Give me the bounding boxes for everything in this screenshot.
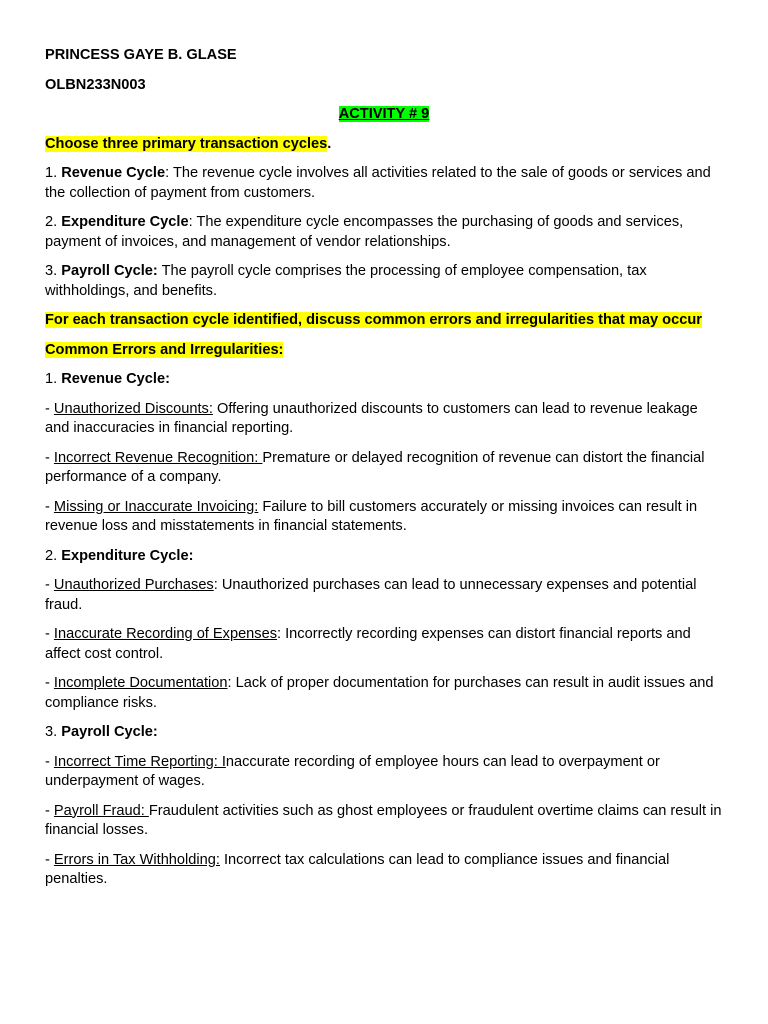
error-dash: - [45,400,54,417]
activity-title [45,105,723,125]
error-item [45,674,723,713]
prompt-choose-cycles [45,135,723,155]
error-dash: - [45,449,54,466]
error-term: Payroll Fraud: [53,802,149,819]
cycle-item [45,262,723,301]
section-title: Payroll Cycle: [61,724,158,740]
error-text: : Incorrectly recording expenses can distort financial reports and affect cost control. [45,626,691,662]
error-text: Fraudulent activities such as ghost employees or fraudulent overtime claims can result in financial losses. [45,802,722,838]
error-text: Incorrect tax calculations can lead to compliance issues and financial penalties. [45,851,670,887]
cycle-separator: : [188,214,197,230]
section-heading [45,370,723,390]
error-text: Offering unauthorized discounts to customers can lead to revenue leakage and inaccuracies in financial reporting. [45,400,698,436]
error-item [45,625,723,664]
error-item [45,498,723,537]
error-dash: - [45,753,54,770]
cycle-name: Revenue Cycle [61,165,166,181]
cycle-name: Payroll Cycle: [61,263,158,279]
cycle-description: The expenditure cycle encompasses the purchasing of goods and services, payment of invoices, and management of vendor relationships. [45,214,684,250]
cycle-separator: : [165,165,173,181]
error-term: Incomplete Documentation [53,675,228,691]
cycle-description: The payroll cycle comprises the processing of employee compensation, tax withholdings, and benefits. [45,263,647,299]
error-term: Incorrect Time Reporting: I [53,753,226,770]
error-term: Inaccurate Recording of Expenses [53,626,278,642]
section-title: Revenue Cycle: [61,371,170,387]
section-heading [45,547,723,567]
errors-heading-text: Common Errors and Irregularities: [45,341,284,358]
error-item [45,851,723,890]
cycle-item [45,213,723,252]
error-dash: - [45,498,54,515]
error-item [45,400,723,439]
prompt-errors [45,311,723,331]
section-title: Expenditure Cycle: [61,547,194,564]
error-item [45,449,723,488]
error-dash: - [45,802,54,819]
error-item [45,753,723,792]
error-dash: - [45,851,54,868]
error-text: : Lack of proper documentation for purchases can result in audit issues and compliance risks. [45,675,714,711]
error-dash: - [45,577,54,593]
errors-heading [45,341,723,361]
course-code: OLBN233N003 [45,76,146,93]
error-item [45,802,723,841]
cycle-number: 1. [45,165,62,181]
cycle-item [45,164,723,203]
cycle-description: The revenue cycle involves all activities related to the sale of goods or services and the collection of payment from customers. [45,165,711,201]
error-term: Unauthorized Purchases [53,577,214,593]
prompt-choose-cycles-text: Choose three primary transaction cycles [45,135,328,152]
section-heading [45,723,723,743]
error-text: Failure to bill customers accurately or missing invoices can result in revenue loss and misstatements in financial statements. [45,498,698,534]
prompt-choose-cycles-period: . [327,135,332,152]
error-text: Premature or delayed recognition of revenue can distort the financial performance of a company. [45,449,705,485]
error-term: Missing or Inaccurate Invoicing: [53,498,259,515]
cycle-number: 3. [45,263,62,279]
error-term: Incorrect Revenue Recognition: [53,449,263,466]
section-number: 1. [45,371,62,387]
error-term: Unauthorized Discounts: [53,400,213,417]
error-text: : Unauthorized purchases can lead to unnecessary expenses and potential fraud. [45,577,697,613]
student-name: PRINCESS GAYE B. GLASE [45,47,237,63]
cycle-number: 2. [45,214,62,230]
cycle-name: Expenditure Cycle [61,214,189,230]
prompt-errors-text: For each transaction cycle identified, discuss common errors and irregularities that may occur [45,312,702,328]
activity-label: ACTIVITY # 9 [338,106,430,122]
section-number: 2. [45,547,62,564]
error-text: naccurate recording of employee hours can lead to overpayment or underpayment of wages. [45,753,660,789]
error-dash: - [45,675,54,691]
section-number: 3. [45,724,62,740]
error-term: Errors in Tax Withholding: [53,851,220,868]
error-item [45,576,723,615]
error-dash: - [45,626,54,642]
